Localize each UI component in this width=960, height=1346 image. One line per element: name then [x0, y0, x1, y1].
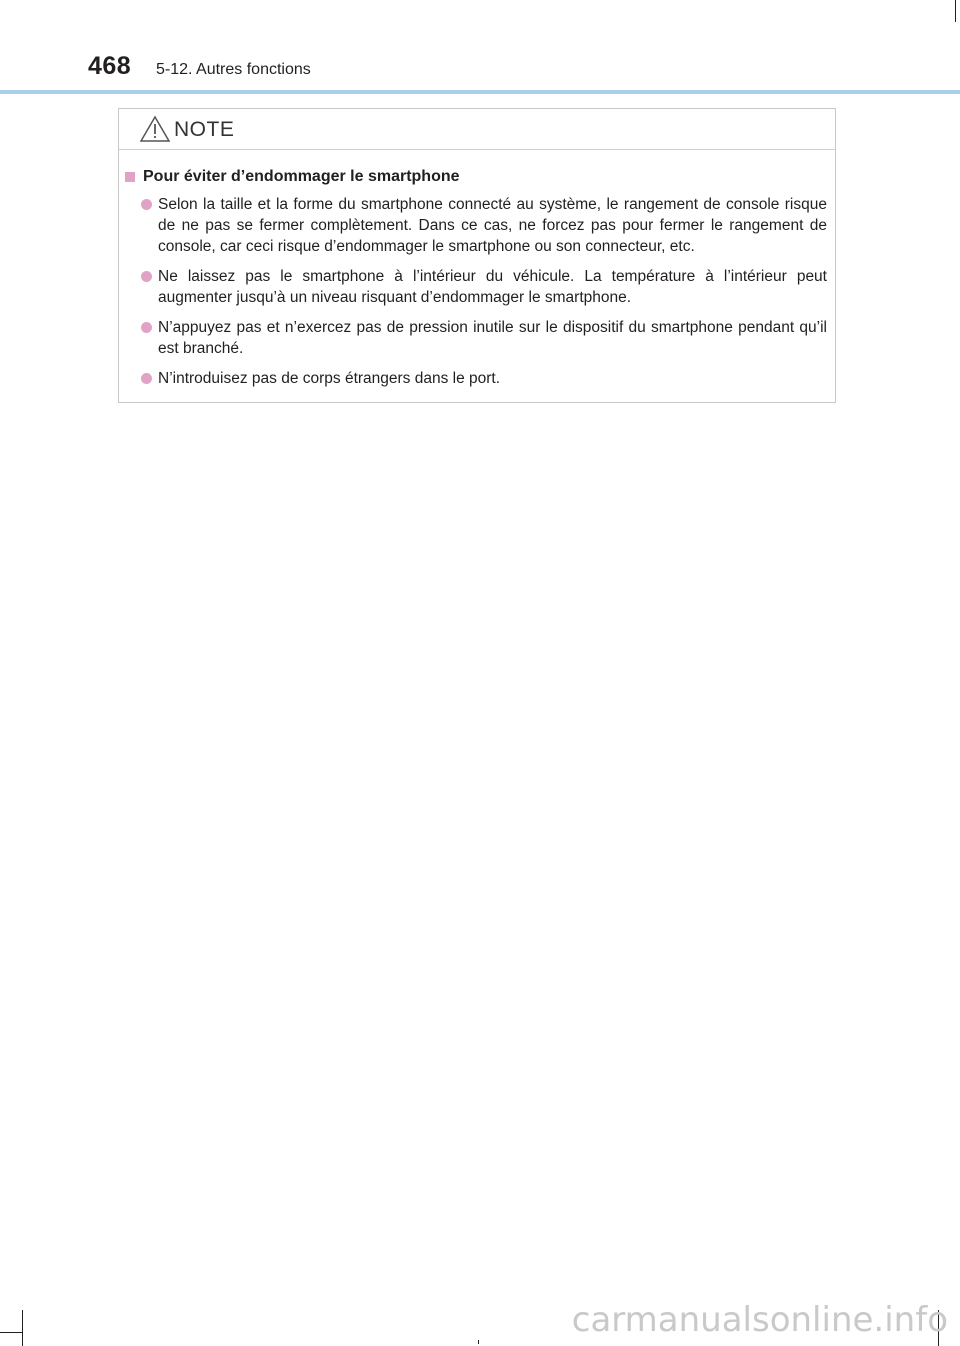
crop-mark — [478, 1340, 479, 1344]
note-item — [125, 194, 827, 257]
page-number: 468 — [88, 52, 132, 80]
watermark: carmanualsonline.info — [571, 1300, 948, 1340]
header-rule — [0, 90, 960, 94]
note-item-text: N’introduisez pas de corps étrangers dans le port. — [158, 370, 501, 387]
dot-bullet-icon — [141, 199, 152, 210]
note-heading — [125, 168, 827, 186]
crop-mark — [955, 0, 956, 22]
note-heading-text: Pour éviter d’endommager le smartphone — [143, 168, 460, 185]
note-item-text: Selon la taille et la forme du smartphone connecté au système, le rangement de console risque de ne pas se fermer complètement. Dans ce cas, ne forcez pas pour fermer le rangement de console, car ceci risque d’endommager le smartphone ou son connecteur, etc. — [158, 196, 827, 255]
note-item-text: Ne laissez pas le smartphone à l’intérieur du véhicule. La température à l’intérieur peut augmenter jusqu’à un niveau risquant d’endommager le smartphone. — [158, 268, 827, 306]
note-body — [119, 150, 835, 389]
crop-mark — [0, 1332, 22, 1333]
note-header — [119, 109, 835, 150]
note-item — [125, 368, 827, 389]
note-label: NOTE — [174, 118, 235, 141]
note-item-text: N’appuyez pas et n’exercez pas de pression inutile sur le dispositif du smartphone pendant qu’il est branché. — [158, 319, 827, 357]
dot-bullet-icon — [141, 322, 152, 333]
note-item — [125, 317, 827, 359]
warning-triangle-icon — [139, 115, 171, 143]
note-box — [118, 108, 836, 403]
dot-bullet-icon — [141, 373, 152, 384]
square-bullet-icon — [125, 172, 135, 182]
section-title: 5-12. Autres fonctions — [156, 61, 311, 78]
dot-bullet-icon — [141, 271, 152, 282]
note-item — [125, 266, 827, 308]
crop-mark — [22, 1310, 23, 1346]
